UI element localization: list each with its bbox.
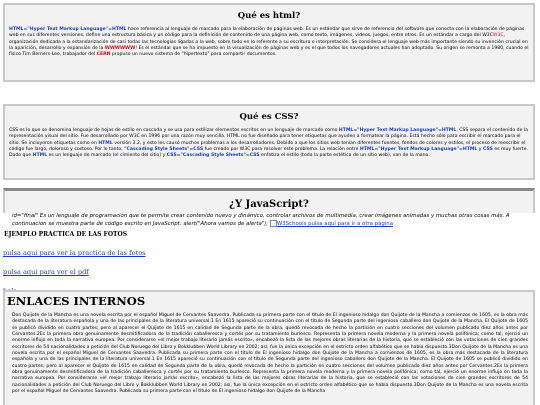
html-text-part-2: , organización dedicada a la estandarización de casi todas las tecnologías ligadas a la web, sobre todo en lo referente a su escritura e interpretación. Se considera el lenguaje web más importante siendo su invención crucial en la aparición, desarrollo y expansión de la <box>9 33 528 51</box>
pdf-link[interactable]: pulsa aqui para ver el pdf <box>3 268 89 276</box>
html-term: HTML <box>32 153 48 159</box>
javascript-section <box>3 188 535 213</box>
html-section-title: Qué es html? <box>237 11 301 21</box>
css-text-part-3: versión 3.2, y esto les causó muchos problemas a los desarrolladores. Debido a que los sitios web tenían diferentes fuentes, fondos de colores y estilos, el proceso de reescribir el código fue largo, doloroso y costoso. Por lo tanto, <box>9 140 526 152</box>
w3c-mark: W3C <box>492 33 504 39</box>
css-text-part-4: fue creado por W3C para resolver este problema. La relación entre <box>203 146 360 152</box>
internal-links-title: ENLACES INTERNOS <box>7 294 146 308</box>
w3schools-image-link[interactable] <box>270 221 393 227</box>
html-term: HTML="Hyper Text Markup Language"=HTML <box>9 27 127 32</box>
broken-image-icon <box>270 220 277 227</box>
html-term: HTML <box>98 140 113 146</box>
photos-practice-link[interactable]: pulsa aqui para ver la practica de las fotos <box>3 249 146 257</box>
html-term: HTML="Hyper Text Markup Language"=HTML <box>359 146 478 152</box>
css-text-part-2: . CSS separa el contenido de la representación visual del sitio. Fue desarrollado por W3C en 1996 por una razón muy sencilla. HTML no fue diseñado para tener etiquetas que ayuden a formatear la página. Está hecho sólo para escribir el marcado para el sitio. Se incluyeron etiquetas como en <box>9 128 528 146</box>
www-mark: WWWWWW <box>104 45 136 51</box>
html-text-part-3: ! Es el estándar que se ha impuesto en la visualización de páginas web y es el que todos los navegadores actuales han adoptado. Su origen se remonta a 1980, cuando el físico Tim Berners-Lee, trabajador del <box>9 45 529 58</box>
html-text-part-1: hace referencia al lenguaje de marcado para la elaboración de páginas web. Es un estándar que sirve de referencia del software que conecta con la elaboración de páginas web en sus diferentes versiones, define una estructura básica y un código para la definición de contenido de una página web, como texto, imágenes, videos, juegos, entre otros. Es un estándar a cargo del W3C <box>9 27 525 39</box>
css-text-part-6: es muy fuerte. Dado que <box>9 146 528 159</box>
css-text-part-1: CSS es lo que se denomina lenguaje de hojas de estilo en cascada y se usa para estilizar elementos escritos en un lenguaje de marcado como <box>9 128 339 133</box>
javascript-intro-text: id="final" Es un lenguaje de programación que te permite crear contenido nuevo y dinámico, controlar archivos de multimedia, crear imágenes animadas y muchas otras cosas más. A continuación se muestra parte de código escrito en JavaScript: alert("Ahora vamos de alerta"); <box>12 213 510 227</box>
css-section-text <box>5 128 533 159</box>
css-text-part-7: es un lenguaje de marcado (el cimiento del sitio) y <box>47 153 167 159</box>
css-term: CSS <box>482 146 493 152</box>
html-section-text <box>5 27 533 58</box>
javascript-intro <box>12 213 528 228</box>
css-term: "Cascading Style Sheets"=CSS <box>124 146 204 152</box>
css-term: CSS="Cascading Style Sheets"=CSS <box>166 153 260 159</box>
css-section <box>3 104 535 180</box>
other-page-link-text: pulsa aquí para ir a otra página <box>306 221 394 227</box>
css-section-title: Qué es CSS? <box>239 112 299 122</box>
internal-links-body: Don Quijote de la Mancha es una novela escrita por el español Miguel de Cervantes Saavedra. Publicada su primera parte con el título de El ingenioso hidalgo don Quijote de la Mancha a comienzos de 1605, es la obra más destacada de la literatura española y una de las principales de la literatura universal.1 En 1615 apareció su continuación con el título de Segunda parte del ingenioso caballero don Quijote de la Mancha. El Quijote de 1605 se publicó dividido en cuatro partes; pero al aparecer el Quijote de 1615 en calidad de Segunda parte de la obra, quedó revocada de hecho la partición en cuatro secciones del volumen publicado diez años antes por Cervantes.2Es la primera obra genuinamente desmitificadora de la tradición caballeresca y cortés por su tratamiento burlesco. Representa la primera novela moderna y la primera novela polifónica; como tal, ejerció un enorme influjo en toda la narrativa europea. Por considerarse «el mejor trabajo literario jamás escrito», encabezó la lista de las mejores obras literarias de la historia, que se estableció con las votaciones de cien grandes escritores de 54 nacionalidades a petición del Club Noruego del Libro y Bokklubben World Library en 2002; así, fue la única excepción en el estricto orden alfabético que se había dispuesto.3Don Quijote de la Mancha es una novela escrita por el español Miguel de Cervantes Saavedra. Publicada su primera parte con el título de El ingenioso hidalgo don Quijote de la Mancha a comienzos de 1605, es la obra más destacada de la literatura española y una de las principales de la literatura universal.1 En 1615 apareció su continuación con el título de Segunda parte del ingenioso caballero don Quijote de la Mancha. El Quijote de 1605 se publicó dividido en cuatro partes; pero al aparecer el Quijote de 1615 en calidad de Segunda parte de la obra, quedó revocada de hecho la partición en cuatro secciones del volumen publicado diez años antes por Cervantes.2Es la primera obra genuinamente desmitificadora de la tradición caballeresca y cortés por su tratamiento burlesco. Representa la primera novela moderna y la primera novela polifónica; como tal, ejerció un enorme influjo en toda la narrativa europea. Por considerarse «el mejor trabajo literario jamás escrito», encabezó la lista de las mejores obras literarias de la historia, que se estableció con las votaciones de cien grandes escritores de 54 nacionalidades a petición del Club Noruego del Libro y Bokklubben World Library en 2002; así, fue la única excepción en el estricto orden alfabético que se había dispuesto.3Don Quijote de la Mancha es una novela escrita por el español Miguel de Cervantes Saavedra. Publicada su primera parte con el título de El ingenioso hidalgo don Quijote de la Mancha <box>12 313 528 395</box>
html-section <box>3 3 535 82</box>
javascript-section-title: ¿Y JavaScript? <box>229 199 309 210</box>
css-text-part-8: enfatiza el estilo (toda la parte estética de un sitio web), van de la mano. <box>259 153 430 159</box>
html-text-part-4: propuso un nuevo sistema de "hipertexto" para compartir documentos. <box>110 52 277 58</box>
practice-title: EJEMPLO PRACTICA DE LAS FOTOS <box>4 231 128 238</box>
cern-mark: CERN <box>96 52 111 58</box>
w3schools-image-alt: W3Schools <box>276 221 307 227</box>
html-term: HTML="Hyper Text Markup Language"=HTML <box>338 128 457 133</box>
css-text-part-5: y <box>477 146 483 152</box>
